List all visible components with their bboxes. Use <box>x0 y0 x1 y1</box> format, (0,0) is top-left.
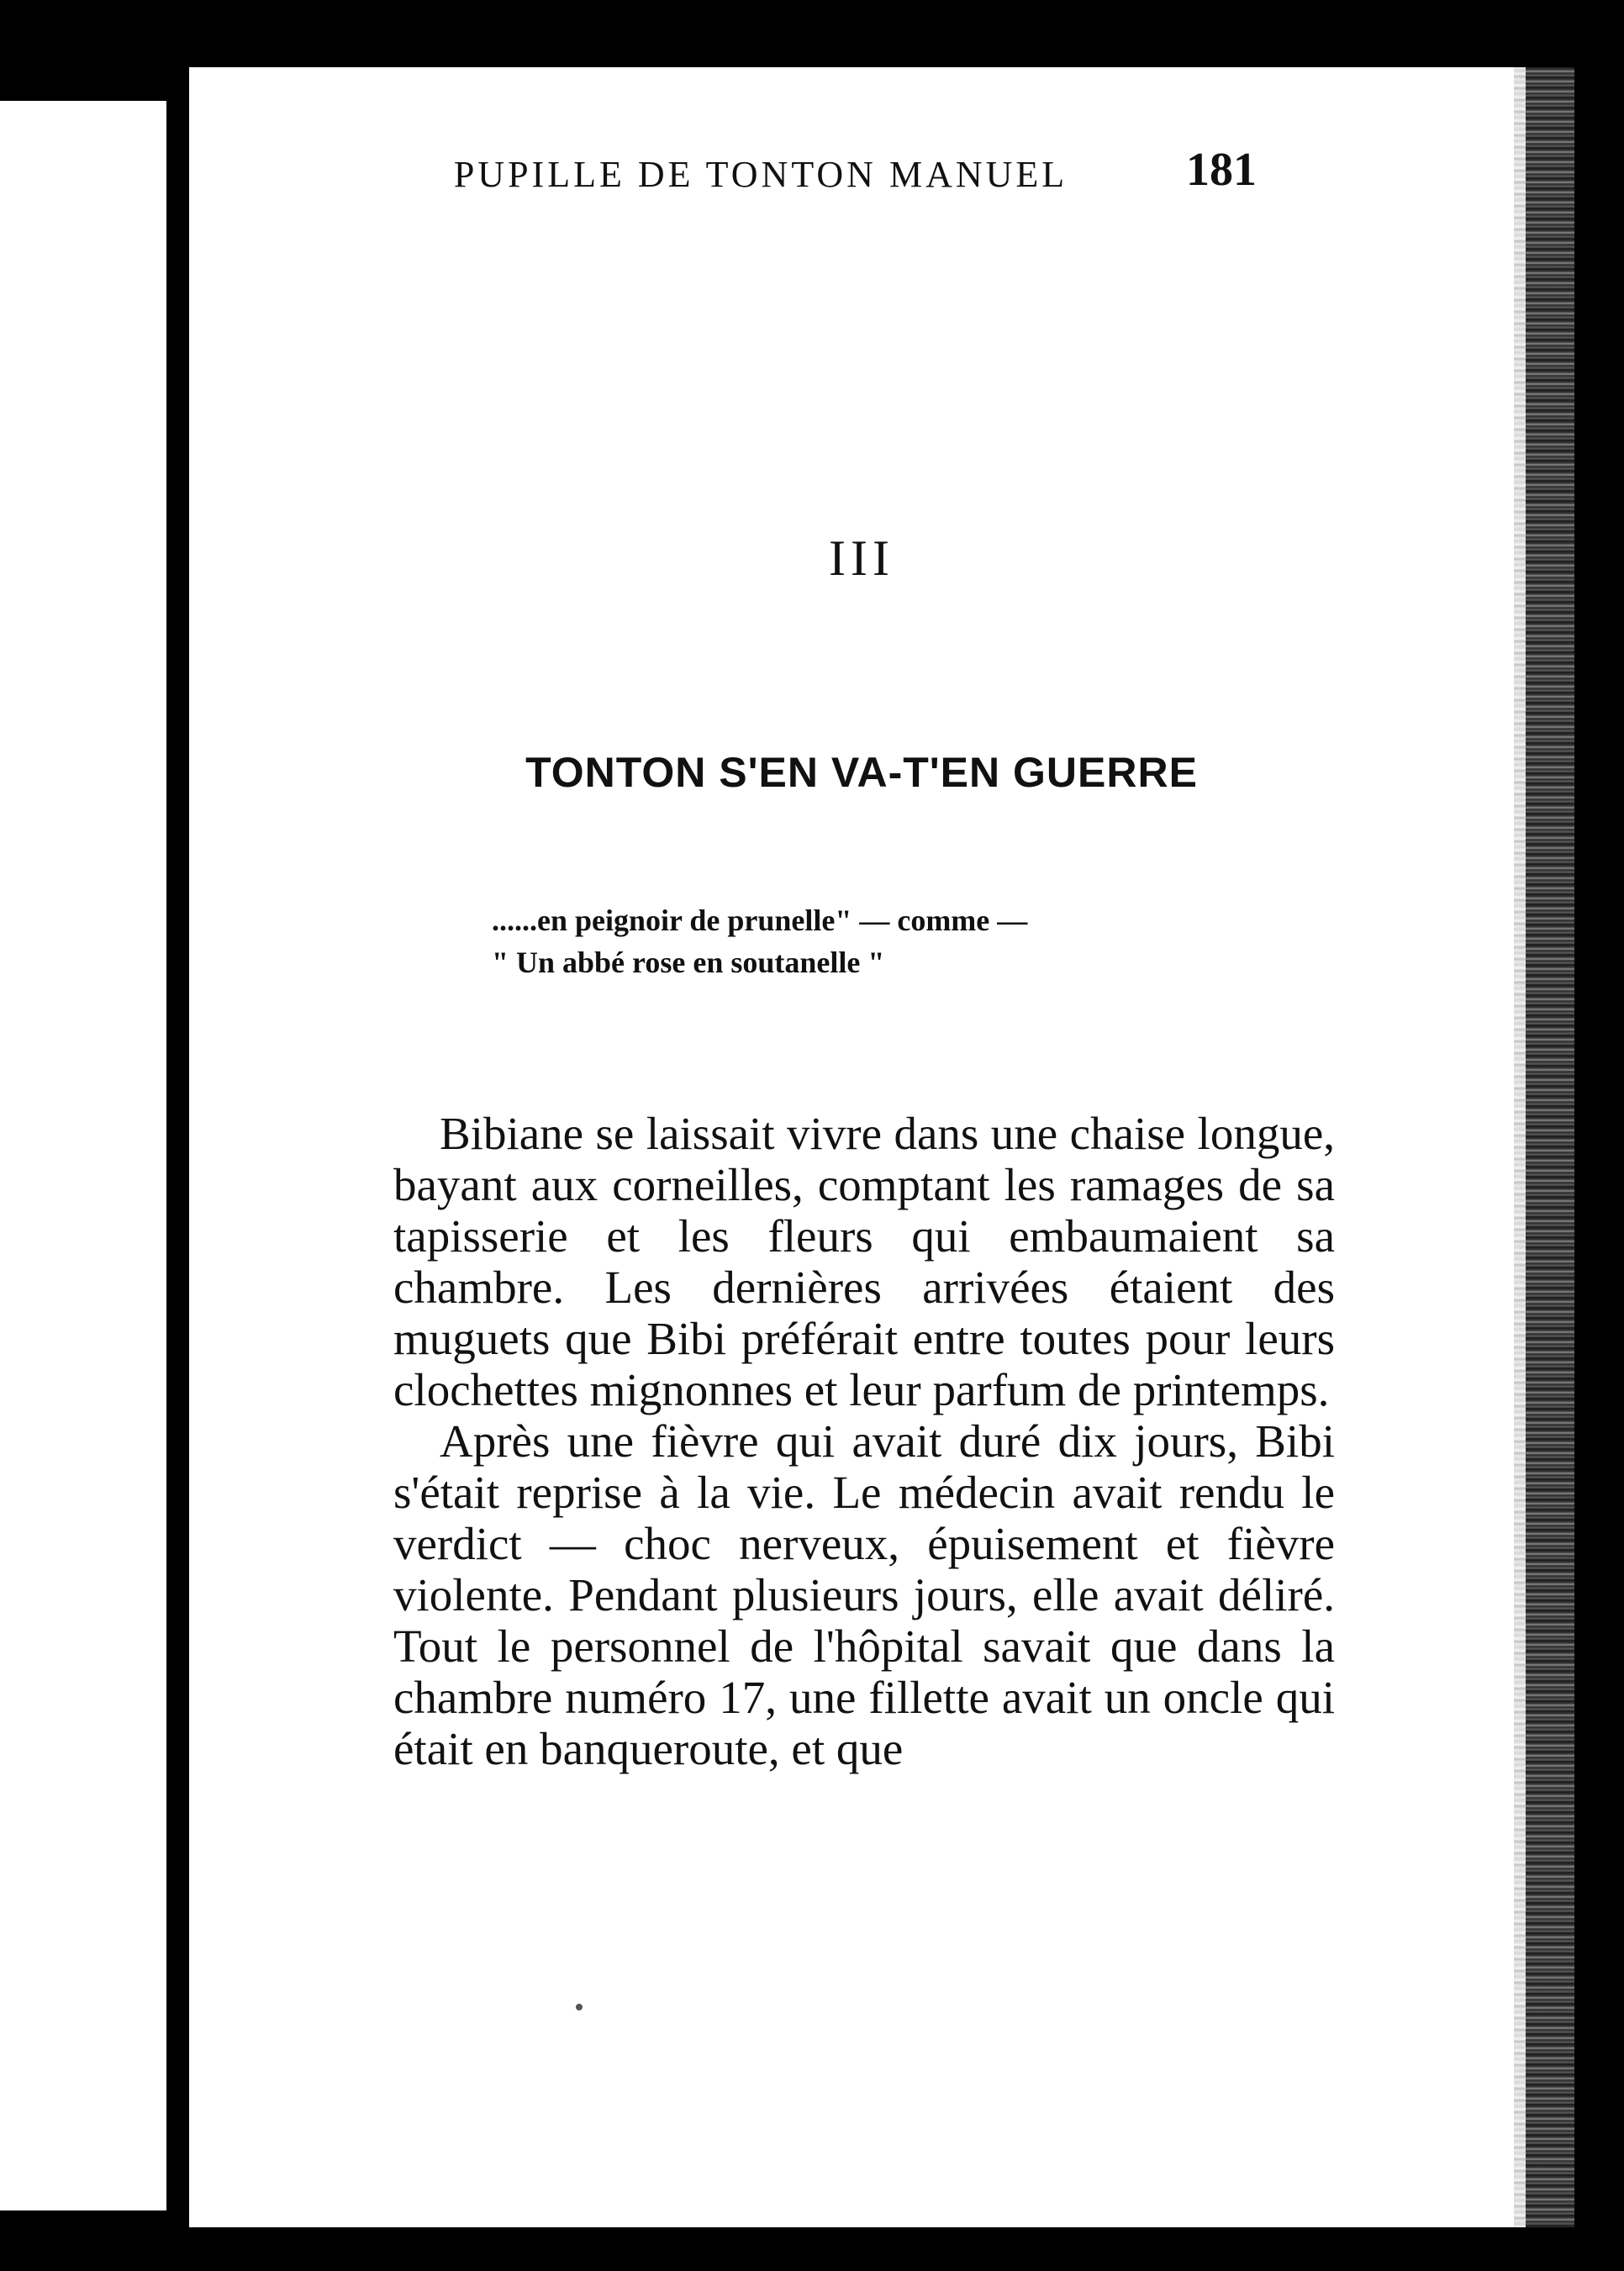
chapter-title: TONTON S'EN VA-T'EN GUERRE <box>525 749 1198 796</box>
paragraph-2: Après une fièvre qui avait duré dix jours, Bibi s'était reprise à la vie. Le médecin avait rendu le verdict — choc nerveux, épuisement et fièvre violente. Pendant plusieurs jours, elle avait déliré. Tout le personnel de l'hôpital savait que dans la chambre numéro 17, une fillette avait un oncle qui était en banqueroute, et que <box>393 1415 1335 1774</box>
page-speck <box>576 2004 583 2010</box>
page-edge-shading <box>1514 67 1526 2227</box>
left-page-edge <box>0 101 166 2210</box>
page-block-edge <box>1526 67 1574 2227</box>
page-number: 181 <box>1186 144 1257 196</box>
chapter-number: III <box>829 530 894 586</box>
epigraph-line-1: ......en peignoir de prunelle" — comme — <box>492 904 1028 937</box>
epigraph-line-2: " Un abbé rose en soutanelle " <box>492 946 885 979</box>
body-text <box>393 1108 1335 1774</box>
epigraph <box>492 899 1265 983</box>
running-title: PUPILLE DE TONTON MANUEL <box>453 154 1068 195</box>
paragraph-1: Bibiane se laissait vivre dans une chaise longue, bayant aux corneilles, comptant les ramages de sa tapisserie et les fleurs qui embaumaient sa chambre. Les dernières arrivées étaient des muguets que Bibi préférait entre toutes pour leurs clochettes mignonnes et leur parfum de printemps. <box>393 1108 1335 1415</box>
